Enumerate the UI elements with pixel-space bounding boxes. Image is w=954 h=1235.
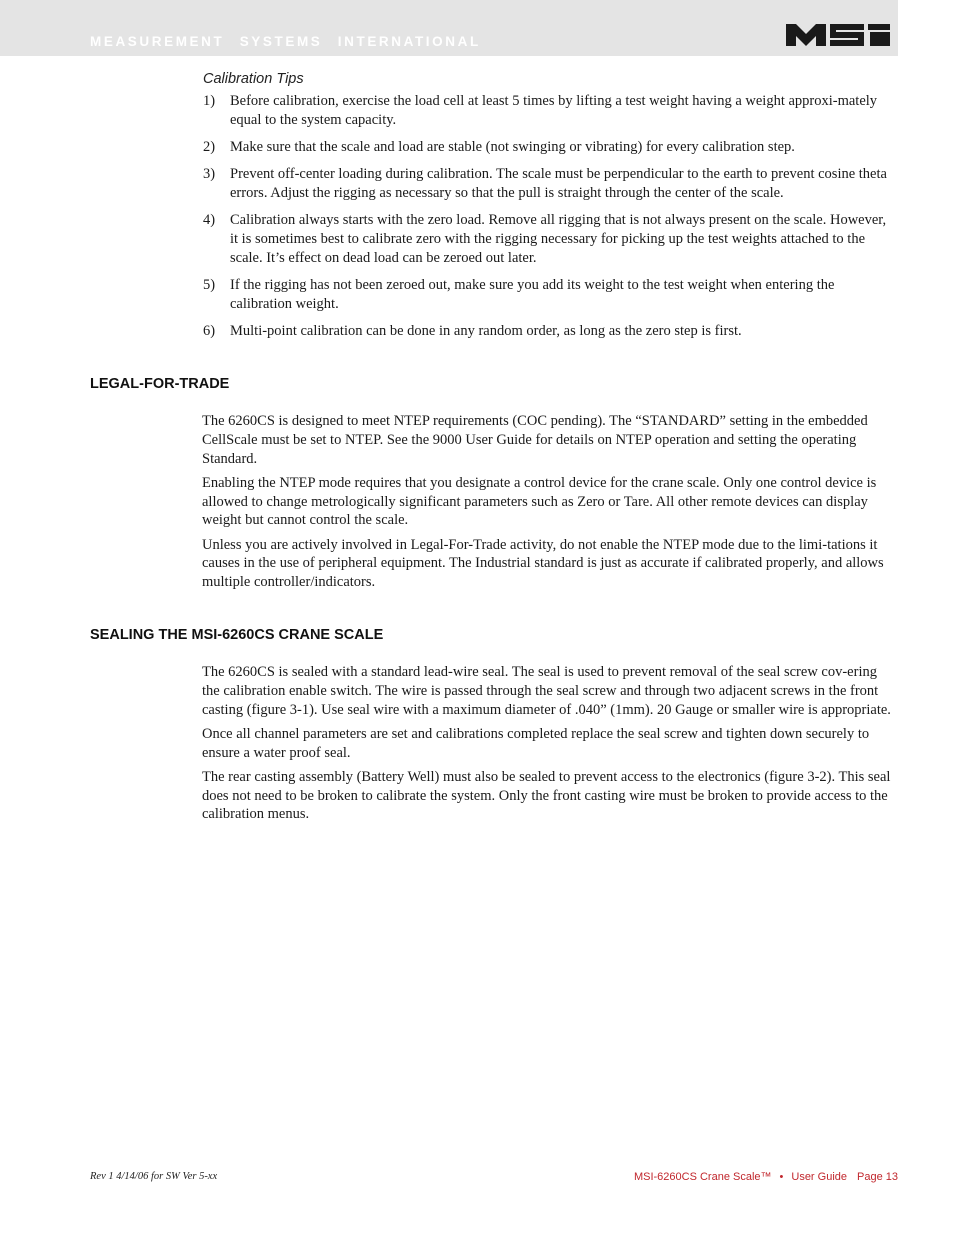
- list-item-number: 5): [203, 276, 216, 293]
- page-header: [0, 0, 898, 56]
- msi-logo: [786, 20, 890, 50]
- footer-product-info: [634, 1171, 898, 1183]
- legal-for-trade-body: [202, 412, 896, 597]
- list-item-number: 2): [203, 138, 216, 155]
- guide-name: User Guide: [791, 1171, 848, 1183]
- paragraph: Unless you are actively involved in Legal-For-Trade activity, do not enable the NTEP mode due to the limi-tations it causes in the use of peripheral equipment. The Industrial standard is just as accurate if calibrated properly, and allows multiple controller/indicators.: [202, 536, 884, 591]
- list-item-text: If the rigging has not been zeroed out, make sure you add its weight to the test weight when entering the calibration weight.: [230, 276, 835, 312]
- calibration-tips-list: [203, 92, 893, 349]
- list-item: [203, 322, 893, 341]
- page-number: Page 13: [857, 1171, 898, 1183]
- paragraph: The 6260CS is sealed with a standard lead-wire seal. The seal is used to prevent removal of the seal screw cov-ering the calibration enable switch. The wire is passed through the seal screw and through two adjacent screws in the front casting (figure 3-1). Use seal wire with a maximum diameter of .040” (1mm). 20 Gauge or smaller wire is appropriate.: [202, 664, 891, 718]
- bullet-separator: •: [779, 1171, 784, 1183]
- list-item-number: 1): [203, 93, 216, 109]
- paragraph: Enabling the NTEP mode requires that you designate a control device for the crane scale. Only one control device is allowed to change metrologically significant parameters such as Zero or Tare. All other remote devices can display weight but cannot control the scale.: [202, 474, 877, 529]
- product-name: MSI-6260CS Crane Scale™: [633, 1171, 772, 1183]
- legal-for-trade-heading: LEGAL-FOR-TRADE: [90, 376, 230, 392]
- list-item: [203, 165, 893, 203]
- list-item: [203, 211, 893, 267]
- list-item: [203, 276, 893, 314]
- list-item-text: Multi-point calibration can be done in any random order, as long as the zero step is first.: [230, 322, 742, 339]
- list-item-text: Calibration always starts with the zero load. Remove all rigging that is not always present on the scale. However, it is sometimes best to calibrate zero with the rigging necessary for picking up the test weights attached to the scale. It’s effect on dead load can be zeroed out later.: [230, 212, 887, 266]
- list-item-text: Make sure that the scale and load are stable (not swinging or vibrating) for every calibration step.: [230, 138, 795, 155]
- list-item-text: Prevent off-center loading during calibration. The scale must be perpendicular to the earth to prevent cosine theta errors. Adjust the rigging as necessary so that the pull is straight through the center of the scale.: [230, 166, 887, 201]
- list-item-number: 3): [203, 166, 216, 183]
- calibration-tips-heading: Calibration Tips: [203, 71, 304, 87]
- brand-name: MEASUREMENT SYSTEMS INTERNATIONAL: [90, 34, 481, 49]
- list-item: [203, 92, 893, 130]
- list-item-number: 6): [203, 322, 216, 339]
- sealing-body: [202, 663, 896, 830]
- revision-note: Rev 1 4/14/06 for SW Ver 5-xx: [90, 1171, 218, 1182]
- paragraph: The 6260CS is designed to meet NTEP requirements (COC pending). The “STANDARD” setting in the embedded CellScale must be set to NTEP. See the 9000 User Guide for details on NTEP operation and setting the operating Standard.: [202, 413, 868, 467]
- paragraph: The rear casting assembly (Battery Well) must also be sealed to prevent access to the electronics (figure 3-2). This seal does not need to be broken to calibrate the system. Only the front casting wire must be broken to provide access to the calibration menus.: [202, 768, 891, 823]
- list-item-text: Before calibration, exercise the load cell at least 5 times by lifting a test weight having a weight approxi-mately equal to the system capacity.: [230, 93, 878, 128]
- paragraph: Once all channel parameters are set and calibrations completed replace the seal screw and tighten down securely to ensure a water proof seal.: [202, 725, 870, 761]
- sealing-heading: SEALING THE MSI-6260CS CRANE SCALE: [90, 627, 384, 643]
- list-item: [203, 138, 893, 157]
- list-item-number: 4): [203, 212, 216, 229]
